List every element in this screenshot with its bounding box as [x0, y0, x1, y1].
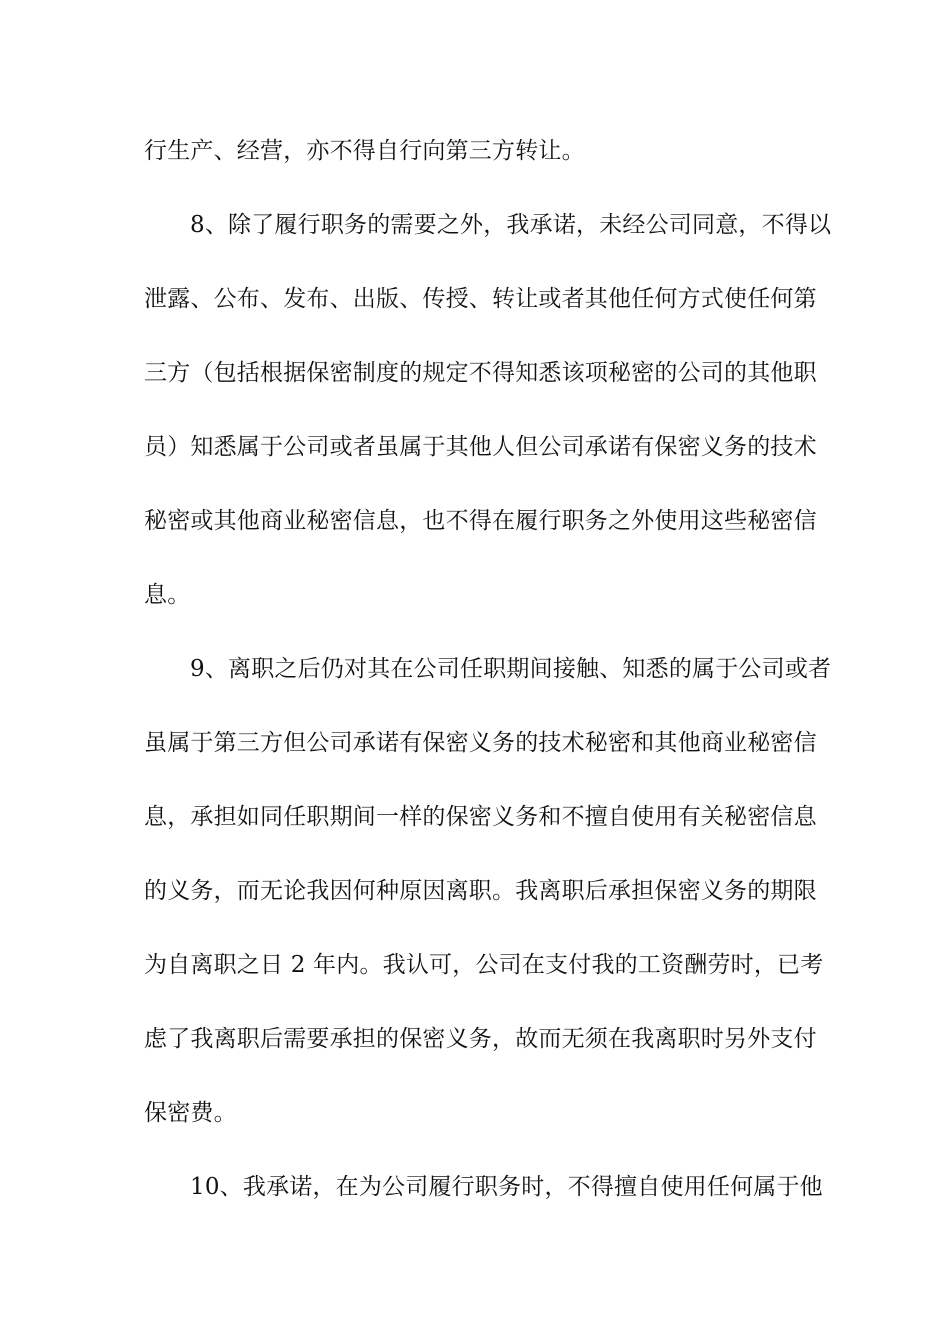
text-line: 保密费。 — [144, 1100, 237, 1126]
text-line: 为自离职之日 2 年内。我认可，公司在支付我的工资酬劳时，已考 — [144, 952, 824, 978]
text-line: 三方（包括根据保密制度的规定不得知悉该项秘密的公司的其他职 — [144, 360, 817, 386]
text-line: 秘密或其他商业秘密信息，也不得在履行职务之外使用这些秘密信 — [144, 508, 817, 534]
text-line: 息，承担如同任职期间一样的保密义务和不擅自使用有关秘密信息 — [144, 804, 817, 830]
text-line: 泄露、公布、发布、出版、传授、转让或者其他任何方式使任何第 — [144, 286, 817, 312]
paragraph-9-first-line: 9、离职之后仍对其在公司任职期间接触、知悉的属于公司或者 — [190, 656, 832, 682]
paragraph-10-first-line: 10、我承诺，在为公司履行职务时，不得擅自使用任何属于他 — [190, 1174, 823, 1200]
text-line: 虑了我离职后需要承担的保密义务，故而无须在我离职时另外支付 — [144, 1026, 817, 1052]
text-line: 虽属于第三方但公司承诺有保密义务的技术秘密和其他商业秘密信 — [144, 730, 817, 756]
text-line: 息。 — [144, 582, 191, 608]
text-line: 员）知悉属于公司或者虽属于其他人但公司承诺有保密义务的技术 — [144, 434, 817, 460]
text-line: 行生产、经营，亦不得自行向第三方转让。 — [144, 138, 585, 164]
text-line: 的义务，而无论我因何种原因离职。我离职后承担保密义务的期限 — [144, 878, 817, 904]
paragraph-8-first-line: 8、除了履行职务的需要之外，我承诺，未经公司同意，不得以 — [190, 212, 832, 238]
